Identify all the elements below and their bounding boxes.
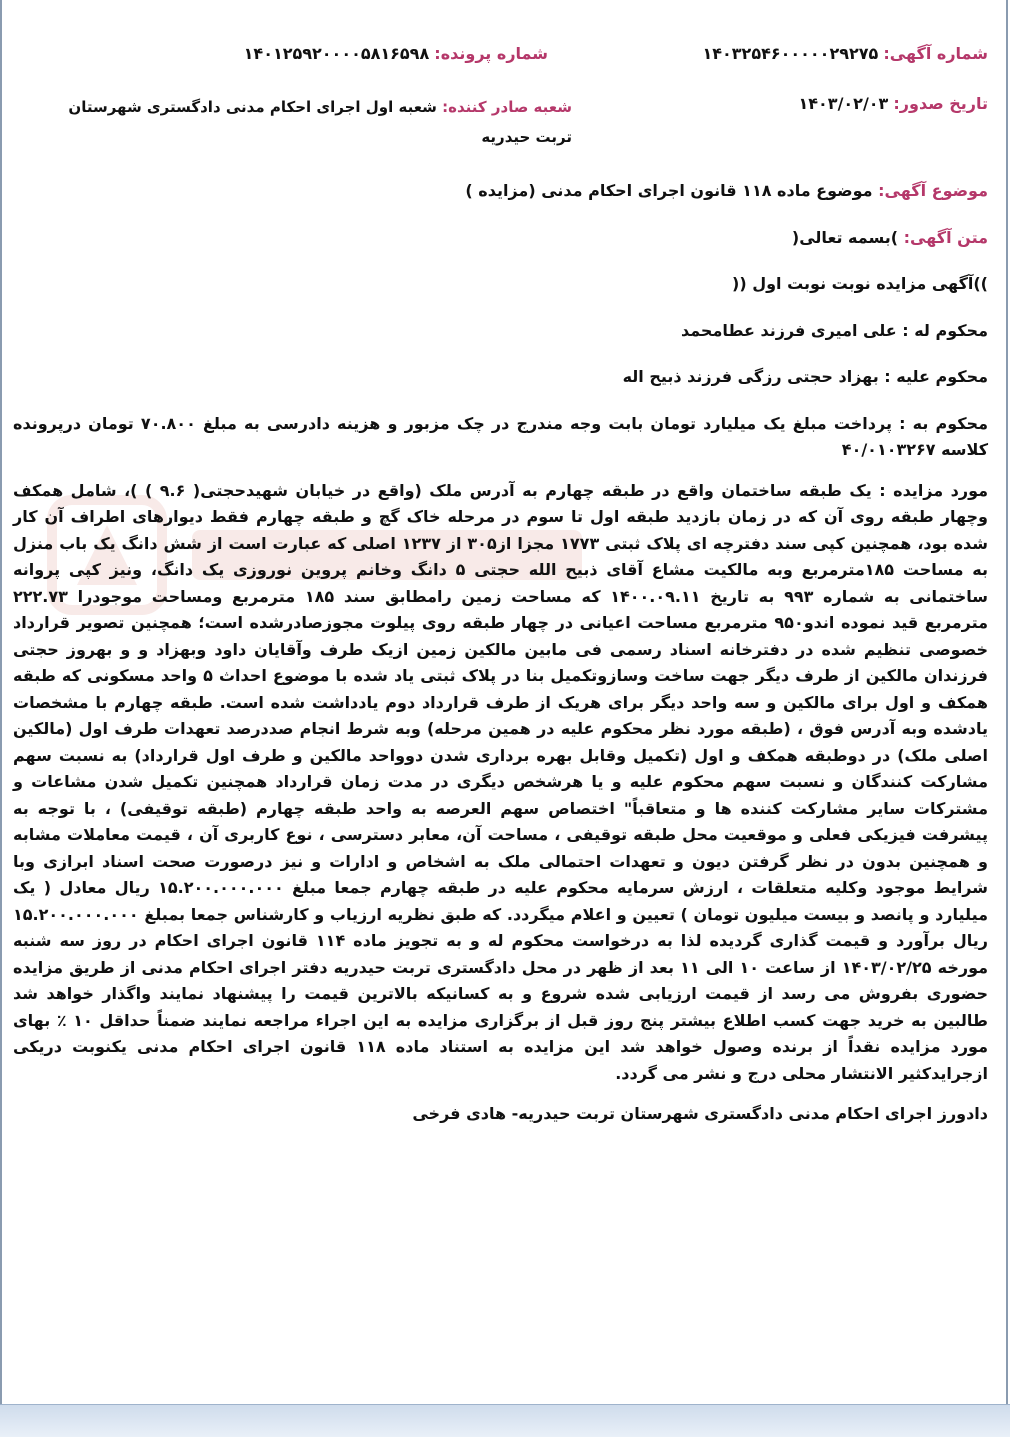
issue-date-label: تاریخ صدور: — [893, 94, 988, 113]
case-number-label: شماره پرونده: — [434, 44, 548, 63]
subject-label: موضوع آگهی: — [878, 181, 988, 200]
notice-body — [13, 178, 988, 1128]
judged-for: محکوم له : علی امیری فرزند عطامحمد — [680, 320, 988, 340]
judgment: محکوم به : پرداخت مبلغ یک میلیارد تومان بابت وجه مندرج در چک مزبور و هزینه دادرسی به مبلغ ۷۰.۸۰۰ تومان درپرونده کلاسه ۴۰/۰۱۰۳۲۶۷ — [13, 413, 988, 459]
text-intro-line — [13, 225, 988, 252]
issue-date: ۱۴۰۳/۰۲/۰۳ — [798, 94, 889, 113]
subject-line — [13, 178, 988, 205]
issue-date-row — [799, 94, 989, 113]
text-intro: )بسمه تعالی( — [791, 227, 899, 247]
subject-value: موضوع ماده ۱۱۸ قانون اجرای احکام مدنی (مزایده ) — [465, 181, 873, 200]
ad-number-label: شماره آگهی: — [883, 44, 988, 63]
bottom-scroll-bar[interactable] — [0, 1404, 1010, 1437]
ad-number-row — [702, 44, 988, 63]
issuer-block — [52, 92, 572, 152]
case-number: ۱۴۰۱۲۵۹۲۰۰۰۰۵۸۱۶۵۹۸ — [243, 44, 430, 63]
judged-against: محکوم علیه : بهزاد حجتی رزگی فرزند ذبیح اله — [622, 367, 988, 386]
auction-title: ))آگهی مزایده نوبت نوبت اول (( — [732, 274, 988, 293]
case-number-row — [244, 44, 548, 63]
text-label: متن آگهی: — [903, 227, 988, 247]
auction-body: مورد مزایده : یک طبقه ساختمان واقع در طبقه چهارم به آدرس ملک (واقع در خیابان شهیدحجتی( ۹.۶ ) )، شامل همکف وچهار طبقه روی آن که در زمان بازدید طبقه اول تا سوم در مرحله خاک گچ و طبقه چهارم فقط دیوارهای اطراف آن کار شده بود، همچنین کپی سند دفترچه ای پلاک ثبتی ۱۷۷۳ مجزا از۳۰۵ از ۱۲۳۷ اصلی که عبارت است از شش دانگ یک باب منزل به مساحت ۱۸۵مترمربع وبه مالکیت مشاع آقای ذبیح الله حجتی ۵ دانگ وخانم پروین نوروزی یک دانگ، ونیز کپی پروانه ساختمانی به شماره ۹۹۳ به تاریخ ۱۴۰۰.۰۹.۱۱ که مساحت زمین رامطابق سند ۱۸۵ مترمربع ومساحت موجودرا ۲۲۲.۷۳ مترمربع قید نموده اندو۹۵۰ مترمربع مساحت اعیانی در چهار طبقه روی پیلوت مجوزصادرشده است؛ همچنین تصویر قرارداد خصوصی تنظیم شده در دفترخانه اسناد رسمی فی مابین مالکین زمین ازیک طرف وآقایان داود وبهزاد و و بهروز حجتی فرزندان مالکین از طرف دیگر جهت ساخت وسازوتکمیل بنا در پلاک ثبتی یاد شده با موضوع احداث ۵ واحد مسکونی که طبقه همکف و اول برای مالکین و سه واحد دیگر برای هریک از طرف قرارداد دوم یادداشت شده است. طبقه چهارم با مشخصات یادشده وبه آدرس فوق ، (طبقه مورد نظر محکوم علیه در همین مرحله) وبه شرط انجام صددرصد تعهدات طرف اول (مالکین اصلی ملک) در دوطبقه همکف و اول (تکمیل وقابل بهره برداری شدن دوواحد مالکین و طرف اول قرارداد) به نسبت سهم مشارکت کنندگان و نسبت سهم محکوم علیه و یا هرشخص دیگری در مدت زمان قرارداد همچنین تکمیل شدن مشاعات و مشترکات سایر مشارکت کننده ها و متعاقباً" اختصاص سهم العرصه به واحد طبقه چهارم (طبقه توقیفی) ، با توجه به پیشرفت فیزیکی فعلی و موقعیت محل طبقه توقیفی ، مساحت آن، معابر دسترسی ، نوع کاربری آن ، قیمت معاملات مشابه و همچنین بدون در نظر گرفتن دیون و تعهدات احتمالی ملک به اشخاص و ادارات و نیز درصورت صحت اسناد ابرازی وبا شرایط موجود وکلیه متعلقات ، ارزش سرمایه محکوم علیه در طبقه چهارم جمعا مبلغ ۱۵.۲۰۰.۰۰۰.۰۰۰ ریال معادل ( یک میلیارد و پانصد و بیست میلیون تومان ) تعیین و اعلام میگردد. که طبق نظریه ارزیاب و کارشناس جمعا بمبلغ ۱۵.۲۰۰.۰۰۰.۰۰۰ ریال برآورد و قیمت گذاری گردیده لذا به درخواست محکوم له و به تجویز ماده ۱۱۴ قانون اجرای احکام در روز سه شنبه مورخه ۱۴۰۳/۰۲/۲۵ از ساعت ۱۰ الی ۱۱ بعد از ظهر در محل دادگستری تربت حیدریه دفتر اجرای احکام مدنی از طریق مزایده حضوری بفروش می رسد از قیمت ارزیابی شده شروع و به کسانیکه بالاترین قیمت را پیشنهاد نمایند واگذار خواهد شد طالبین به خرید جهت کسب اطلاع بیشتر پنج روز قبل از برگزاری مزایده به این اجراء مراجعه نمایند ضمناً حداقل ۱۰ ٪ بهای مورد مزایده نقداً از برنده وصول خواهد شد این مزایده به استناد ماده ۱۱۸ قانون اجرای احکام مدنی یکنوبت دریکی ازجرایدکثیر الانتشار محلی درج و نشر می گردد. — [13, 480, 989, 1083]
signature: دادورز اجرای احکام مدنی دادگستری شهرستان تربت حیدریه- هادی فرخی — [412, 1104, 988, 1123]
ad-number: ۱۴۰۳۲۵۴۶۰۰۰۰۰۲۹۲۷۵ — [702, 44, 879, 63]
issuer-label: شعبه صادر کننده: — [442, 98, 572, 116]
issuer-name: شعبه اول اجرای احکام مدنی دادگستری شهرستان تربت حیدریه — [68, 98, 572, 146]
